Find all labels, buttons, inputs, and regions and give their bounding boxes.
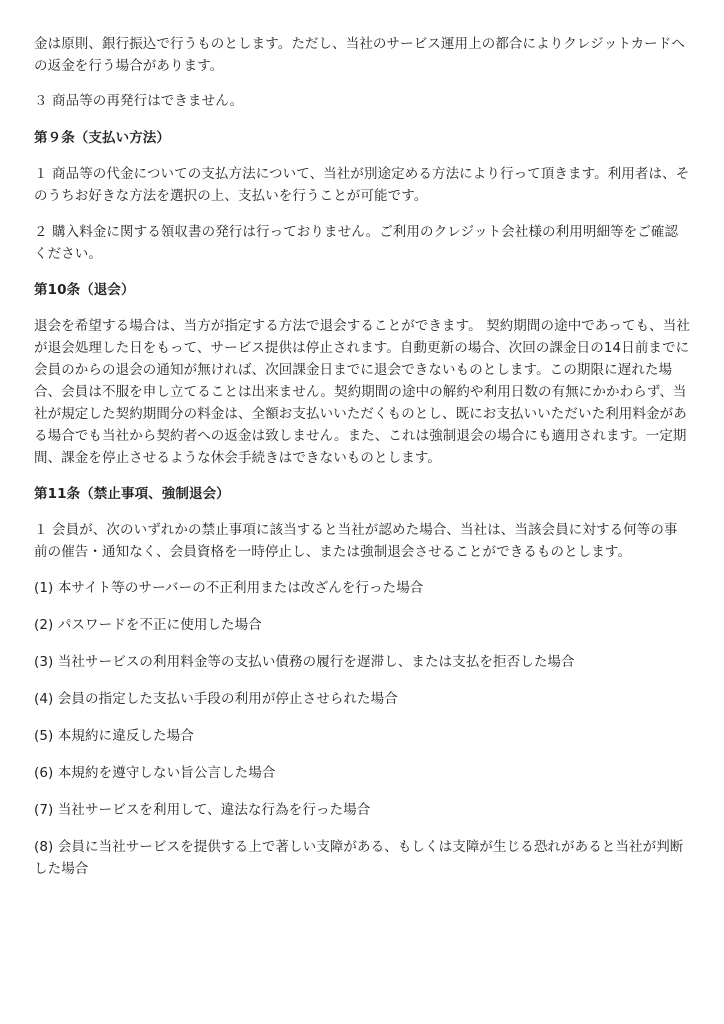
no-reissue-paragraph: ３ 商品等の再発行はできません。 (34, 93, 244, 109)
prohibited-item-1: (1) 本サイト等のサーバーの不正利用または改ざんを行った場合 (34, 580, 424, 596)
article-11-clause-1: １ 会員が、次のいずれかの禁止事項に該当すると当社が認めた場合、当社は、当該会員に対する何等の事前の催告・通知なく、会員資格を一時停止し、または強制退会させることができるものとします。 (34, 522, 678, 560)
prohibited-item-3: (3) 当社サービスの利用料金等の支払い債務の履行を遅滞し、または支払を拒否した場合 (34, 654, 575, 670)
prohibited-item-6: (6) 本規約を遵守しない旨公言した場合 (34, 765, 276, 781)
article-10-body: 退会を希望する場合は、当方が指定する方法で退会することができます。 契約期間の途中であっても、当社が退会処理した日をもって、サービス提供は停止されます。自動更新の場合、次回の課金日の14日前までに会員のからの退会の通知が無ければ、次回課金日までに退会できないものとします。この期限に遅れた場合、会員は不服を申し立てることは出来ません。契約期間の途中の解約や利用日数の有無にかかわらず、当社が規定した契約期間分の料金は、全額お支払いいただくものとし、既にお支払いいただいた利用料金がある場合でも当社から契約者への返金は致しません。また、これは強制退会の場合にも適用されます。一定期間、課金を停止させるような休会手続きはできないものとします。 (34, 318, 690, 466)
prohibited-item-5: (5) 本規約に違反した場合 (34, 728, 194, 744)
prohibited-item-4: (4) 会員の指定した支払い手段の利用が停止させられた場合 (34, 691, 398, 707)
prohibited-item-7: (7) 当社サービスを利用して、違法な行為を行った場合 (34, 802, 371, 818)
refund-paragraph: 金は原則、銀行振込で行うものとします。ただし、当社のサービス運用上の都合によりクレジットカードへの返金を行う場合があります。 (34, 36, 685, 74)
article-9-clause-2: ２ 購入料金に関する領収書の発行は行っておりません。ご利用のクレジット会社様の利用明細等をご確認ください。 (34, 224, 679, 262)
prohibited-item-2: (2) パスワードを不正に使用した場合 (34, 617, 262, 633)
prohibited-item-8: (8) 会員に当社サービスを提供する上で著しい支障がある、もしくは支障が生じる恐れがあると当社が判断した場合 (34, 839, 684, 877)
article-11-heading: 第11条（禁止事項、強制退会） (34, 486, 230, 502)
article-10-heading: 第10条（退会） (34, 282, 135, 298)
article-9-clause-1: １ 商品等の代金についての支払方法について、当社が別途定める方法により行って頂きます。利用者は、そのうちお好きな方法を選択の上、支払いを行うことが可能です。 (34, 166, 690, 204)
article-9-heading: 第９条（支払い方法） (34, 130, 170, 146)
